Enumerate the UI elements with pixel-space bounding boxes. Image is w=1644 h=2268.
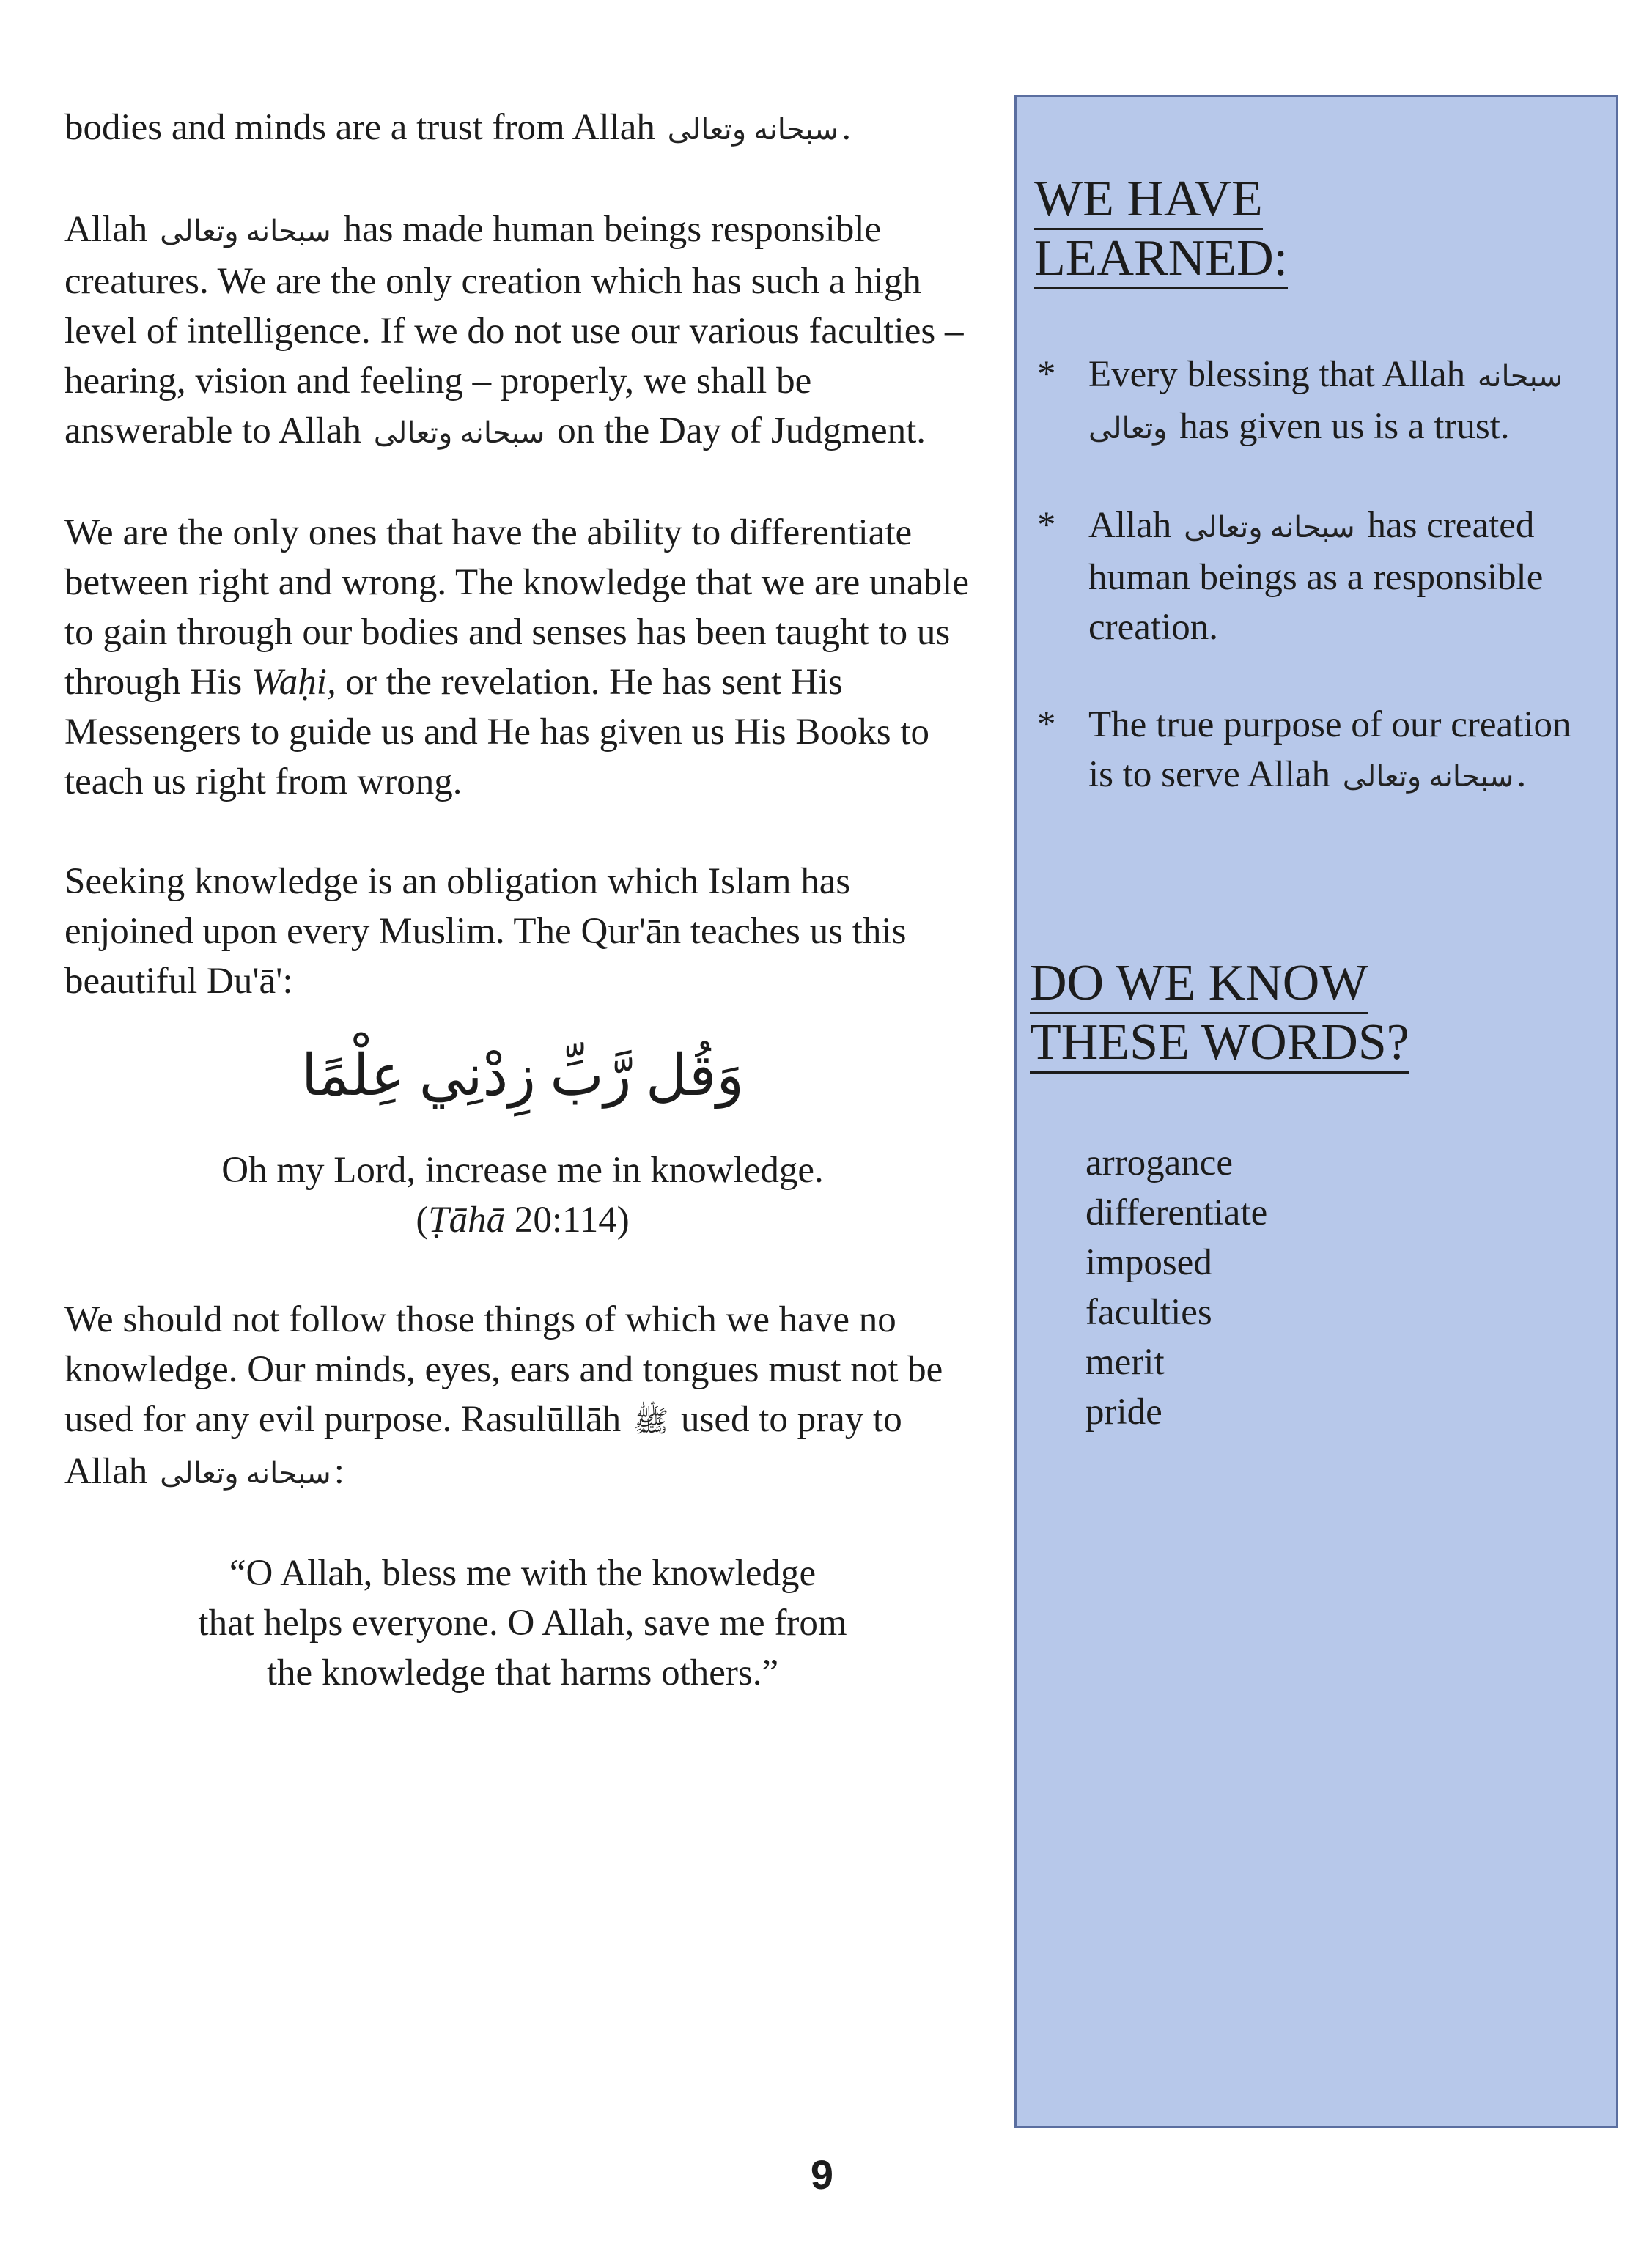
page-number: 9 bbox=[810, 2151, 834, 2198]
citation-ref: 20:114) bbox=[514, 1200, 630, 1241]
vocabulary-word: arrogance bbox=[1085, 1142, 1234, 1183]
quote-line: that helps everyone. O Allah, save me from bbox=[198, 1603, 847, 1644]
p4-text: Seeking knowledge is an obligation which Islam has enjoined upon every Muslim. The Qur'ān teaches us this beautiful Du'ā': bbox=[64, 861, 907, 1002]
allah-honorific-icon: سبحانه وتعالى bbox=[373, 416, 545, 449]
words-heading-line: DO WE KNOW bbox=[1030, 955, 1368, 1014]
verse-citation: (Ṭāhā 20:114) bbox=[416, 1200, 630, 1241]
paragraph-4 bbox=[64, 857, 981, 1006]
summary-sidebar bbox=[1014, 95, 1618, 2128]
bullet-text: The true purpose of our creation is to serve Allah bbox=[1088, 704, 1571, 795]
p3-text-b: or the revelation. He has sent His Messengers to guide us and He has given us His Books to teach us right from wrong. bbox=[64, 662, 929, 802]
p5-text-a: We should not follow those things of which we have no knowledge. Our minds, eyes, ears and tongues must not be used for any evil purpose. Rasulūllāh bbox=[64, 1299, 943, 1440]
main-text-column bbox=[64, 103, 981, 1698]
p2-text-b: has made human beings responsible creatures. We are the only creation which has such a high level of intelligence. If we do not use our various faculties – hearing, vision and feeling – properly, we shall be answerable to Allah bbox=[64, 209, 964, 451]
p3-text-a: We are the only ones that have the ability to differentiate between right and wrong. The knowledge that we are unable to gain through our bodies and senses has been taught to us through His bbox=[64, 512, 969, 703]
words-heading-line: THESE WORDS? bbox=[1030, 1014, 1409, 1074]
vocabulary-word: differentiate bbox=[1085, 1192, 1268, 1233]
translation-text: Oh my Lord, increase me in knowledge. bbox=[221, 1150, 824, 1191]
bullet-star-icon: * bbox=[1037, 354, 1056, 395]
learned-heading-line: WE HAVE bbox=[1034, 171, 1263, 230]
dua-quote bbox=[64, 1548, 981, 1698]
vocabulary-list bbox=[1085, 1138, 1267, 1437]
arabic-verse: وَقُل رَّبِّ زِدْنِي عِلْمًا bbox=[301, 1043, 744, 1107]
p2-text-a: Allah bbox=[64, 209, 148, 250]
citation-surah: Ṭāhā bbox=[428, 1200, 506, 1241]
bullet-star-icon: * bbox=[1037, 704, 1056, 745]
learned-heading bbox=[1034, 171, 1288, 289]
prophet-honorific-icon: ﷺ bbox=[633, 1405, 669, 1438]
bullet-text: has created human beings as a responsible creation. bbox=[1088, 505, 1544, 648]
vocabulary-word: imposed bbox=[1085, 1242, 1212, 1283]
paragraph-5 bbox=[64, 1295, 981, 1499]
paragraph-3 bbox=[64, 508, 981, 807]
learned-item bbox=[1037, 350, 1594, 454]
p1-end: . bbox=[841, 107, 852, 148]
allah-honorific-icon: سبحانه وتعالى bbox=[667, 113, 839, 146]
wahi-term: Waḥi, bbox=[251, 662, 336, 703]
bullet-star-icon: * bbox=[1037, 505, 1056, 546]
p5-text-b: used to pray to Allah bbox=[64, 1399, 902, 1492]
learned-heading-line: LEARNED: bbox=[1034, 230, 1288, 289]
p1-text: bodies and minds are a trust from Allah bbox=[64, 107, 655, 148]
quote-line: the knowledge that harms others.” bbox=[266, 1652, 779, 1693]
learned-item bbox=[1037, 700, 1594, 802]
allah-honorific-icon: سبحانه وتعالى bbox=[160, 1457, 331, 1490]
vocabulary-word: faculties bbox=[1085, 1292, 1212, 1333]
allah-honorific-icon: سبحانه وتعالى bbox=[1088, 360, 1563, 445]
learned-item bbox=[1037, 500, 1594, 652]
verse-translation bbox=[64, 1145, 981, 1245]
bullet-text: has given us is a trust. bbox=[1179, 406, 1510, 447]
quote-line: “O Allah, bless me with the knowledge bbox=[229, 1553, 817, 1594]
vocabulary-word: merit bbox=[1085, 1342, 1165, 1383]
paragraph-1 bbox=[64, 103, 981, 155]
bullet-text: . bbox=[1516, 754, 1527, 795]
words-heading bbox=[1030, 955, 1409, 1074]
bullet-text: Every blessing that Allah bbox=[1088, 354, 1466, 395]
paragraph-2 bbox=[64, 204, 981, 458]
p5-text-c: : bbox=[333, 1451, 344, 1492]
allah-honorific-icon: سبحانه وتعالى bbox=[1342, 760, 1514, 793]
allah-honorific-icon: سبحانه وتعالى bbox=[1184, 511, 1355, 544]
allah-honorific-icon: سبحانه وتعالى bbox=[160, 215, 331, 248]
vocabulary-word: pride bbox=[1085, 1392, 1162, 1433]
p2-text-c: on the Day of Judgment. bbox=[557, 410, 926, 451]
bullet-text: Allah bbox=[1088, 505, 1172, 546]
